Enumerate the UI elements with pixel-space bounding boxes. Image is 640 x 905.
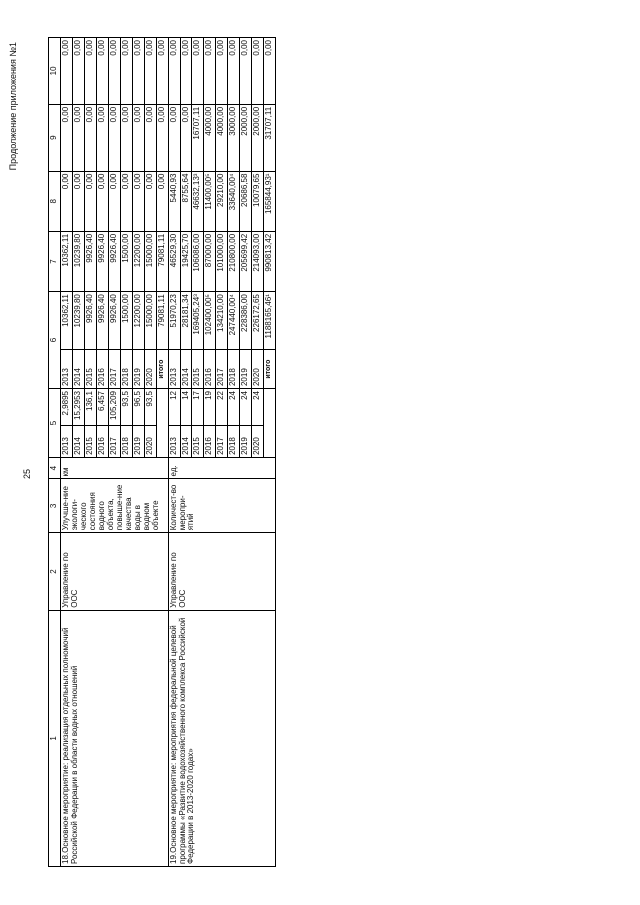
col-header: 1: [49, 610, 61, 866]
unit: км: [61, 457, 169, 479]
funding-col7: 10239,80: [72, 231, 84, 291]
indicator-year: 2016: [96, 425, 108, 457]
col-header: 6: [49, 292, 61, 389]
indicator-year: 2014: [72, 425, 84, 457]
funding-col8: 46632,13³: [192, 171, 204, 231]
funding-col8: 0,00: [84, 171, 96, 231]
col-header: 9: [49, 104, 61, 171]
funding-total: 15000,00: [144, 292, 156, 350]
indicator-year: 2015: [192, 425, 204, 457]
funding-year: 2017: [108, 350, 120, 389]
total-col10: 0,00: [156, 38, 168, 105]
funding-year: 2014: [72, 350, 84, 389]
indicator-year: 2014: [180, 425, 192, 457]
funding-col7: 10362,11: [61, 231, 73, 291]
empty-cell: [264, 389, 276, 458]
funding-col9: 0,00: [61, 104, 73, 171]
funding-col8: 0,00: [96, 171, 108, 231]
indicator-year: 2017: [216, 425, 228, 457]
col-header: 10: [49, 38, 61, 105]
funding-col7: 9926,40: [84, 231, 96, 291]
indicator-value: 24: [240, 389, 252, 426]
funding-total: 28181,34: [180, 292, 192, 350]
indicator-value: 24: [228, 389, 240, 426]
funding-year: 2015: [84, 350, 96, 389]
funding-col9: 0,00: [132, 104, 144, 171]
col-header: 3: [49, 479, 61, 533]
funding-total: 9926,40: [108, 292, 120, 350]
indicator-value: 136,1: [84, 389, 96, 426]
indicator-value: 14: [180, 389, 192, 426]
indicator-value: 93,5: [144, 389, 156, 426]
total-col7: 79081,11: [156, 231, 168, 291]
table-row: [61, 38, 73, 867]
funding-col9: 0,00: [108, 104, 120, 171]
indicator-value: 17: [192, 389, 204, 426]
total-col8: 165844,93¹: [264, 171, 276, 231]
indicator-year: 2018: [228, 425, 240, 457]
funding-col10: 0,00: [228, 38, 240, 105]
funding-year: 2017: [216, 350, 228, 389]
total-col9: 31707,11: [264, 104, 276, 171]
indicator-value: 19: [204, 389, 216, 426]
funding-col9: 0,00: [144, 104, 156, 171]
total-col6: 1188165,46¹: [264, 292, 276, 350]
total-label: итого: [264, 350, 276, 389]
indicator: Количест-во меропри-ятий: [168, 479, 276, 533]
funding-col10: 0,00: [216, 38, 228, 105]
funding-col7: 101000,00: [216, 231, 228, 291]
funding-col9: 4000,00: [204, 104, 216, 171]
funding-col10: 0,00: [108, 38, 120, 105]
funding-col9: 0,00: [96, 104, 108, 171]
indicator-value: 22: [216, 389, 228, 426]
col-header: 8: [49, 171, 61, 231]
funding-col10: 0,00: [132, 38, 144, 105]
funding-col10: 0,00: [180, 38, 192, 105]
program-table: [48, 37, 276, 867]
funding-year: 2016: [204, 350, 216, 389]
funding-total: 10239,80: [72, 292, 84, 350]
indicator-value: 96,5: [132, 389, 144, 426]
col-header: 2: [49, 533, 61, 611]
activity-name: 18.Основное мероприятие: реализация отдельных полномочий Российской Федерации в области водных отношений: [61, 610, 169, 866]
funding-year: 2019: [240, 350, 252, 389]
column-number-row: [49, 38, 61, 867]
funding-col8: 29210,00: [216, 171, 228, 231]
funding-total: 9926,40: [84, 292, 96, 350]
funding-col7: 15000,00: [144, 231, 156, 291]
executor: Управление по ООС: [168, 533, 276, 611]
indicator-year: 2016: [204, 425, 216, 457]
indicator-value: 93,5: [120, 389, 132, 426]
funding-year: 2020: [144, 350, 156, 389]
funding-col9: 2000,00: [240, 104, 252, 171]
funding-year: 2016: [96, 350, 108, 389]
funding-col7: 9926,40: [108, 231, 120, 291]
funding-col7: 87000,00: [204, 231, 216, 291]
funding-year: 2020: [252, 350, 264, 389]
funding-col8: 8755,64: [180, 171, 192, 231]
funding-col9: 0,00: [180, 104, 192, 171]
table-row: [168, 38, 180, 867]
funding-year: 2013: [61, 350, 73, 389]
continuation-note: Продолжение приложения №1: [8, 42, 18, 171]
funding-col8: 33640,00⁴: [228, 171, 240, 231]
funding-total: 9926,40: [96, 292, 108, 350]
col-header: 7: [49, 231, 61, 291]
page-number: 25: [22, 468, 32, 479]
total-col7: 990813,42: [264, 231, 276, 291]
funding-col9: 0,00: [168, 104, 180, 171]
funding-col10: 0,00: [96, 38, 108, 105]
funding-year: 2018: [228, 350, 240, 389]
funding-col8: 10079,65: [252, 171, 264, 231]
funding-col7: 210800,00: [228, 231, 240, 291]
funding-col10: 0,00: [72, 38, 84, 105]
funding-col8: 11400,00⁵: [204, 171, 216, 231]
funding-col8: 0,00: [108, 171, 120, 231]
funding-year: 2013: [168, 350, 180, 389]
funding-col9: 16707,11: [192, 104, 204, 171]
indicator-value: 6,457: [96, 389, 108, 426]
funding-total: 102400,00⁵: [204, 292, 216, 350]
indicator-year: 2019: [132, 425, 144, 457]
funding-total: 228386,00: [240, 292, 252, 350]
funding-col10: 0,00: [84, 38, 96, 105]
indicator-value: 12: [168, 389, 180, 426]
indicator-value: 15,2953: [72, 389, 84, 426]
funding-col8: 0,00: [120, 171, 132, 231]
funding-col8: 0,00: [132, 171, 144, 231]
col-header: 4: [49, 457, 61, 479]
funding-total: 134210,00: [216, 292, 228, 350]
funding-col9: 0,00: [72, 104, 84, 171]
funding-col8: 5440,93: [168, 171, 180, 231]
col-header: 5: [49, 389, 61, 458]
funding-col10: 0,00: [192, 38, 204, 105]
executor: Управление по ООС: [61, 533, 169, 611]
funding-col10: 0,00: [240, 38, 252, 105]
funding-col9: 0,00: [120, 104, 132, 171]
funding-year: 2018: [120, 350, 132, 389]
total-col10: 0,00: [264, 38, 276, 105]
funding-year: 2015: [192, 350, 204, 389]
funding-col7: 9926,40: [96, 231, 108, 291]
funding-col7: 19425,70: [180, 231, 192, 291]
funding-total: 1500,00: [120, 292, 132, 350]
indicator-year: 2015: [84, 425, 96, 457]
indicator-year: 2018: [120, 425, 132, 457]
funding-col8: 0,00: [61, 171, 73, 231]
funding-col8: 20686,58: [240, 171, 252, 231]
empty-cell: [156, 389, 168, 458]
total-col8: 0,00: [156, 171, 168, 231]
funding-total: 51970,23: [168, 292, 180, 350]
total-col6: 79081,11: [156, 292, 168, 350]
funding-total: 12200,00: [132, 292, 144, 350]
unit: ед.: [168, 457, 276, 479]
funding-col9: 2000,00: [252, 104, 264, 171]
activity-name: 19.Основное мероприятие: мероприятия федеральной целевой программы «Развитие водохозяйственного комплекса Российской Федерации в 2013-2020 годах»: [168, 610, 276, 866]
indicator: Улучше-ние экологи-ческого состояния водного объекта, повыше-ние качества воды в водном объекте: [61, 479, 169, 533]
funding-col10: 0,00: [168, 38, 180, 105]
indicator-year: 2019: [240, 425, 252, 457]
funding-col7: 205699,42: [240, 231, 252, 291]
funding-col8: 0,00: [72, 171, 84, 231]
indicator-year: 2020: [252, 425, 264, 457]
table-body: [61, 38, 276, 867]
funding-total: 169405,24³: [192, 292, 204, 350]
funding-total: 226172,65: [252, 292, 264, 350]
funding-total: 247440,00⁴: [228, 292, 240, 350]
indicator-year: 2017: [108, 425, 120, 457]
indicator-year: 2020: [144, 425, 156, 457]
funding-year: 2019: [132, 350, 144, 389]
funding-col10: 0,00: [120, 38, 132, 105]
funding-col10: 0,00: [204, 38, 216, 105]
funding-col8: 0,00: [144, 171, 156, 231]
total-col9: 0,00: [156, 104, 168, 171]
total-label: итого: [156, 350, 168, 389]
funding-col9: 3000,00: [228, 104, 240, 171]
funding-col9: 4000,00: [216, 104, 228, 171]
funding-col10: 0,00: [61, 38, 73, 105]
indicator-value: 24: [252, 389, 264, 426]
funding-col9: 0,00: [84, 104, 96, 171]
funding-year: 2014: [180, 350, 192, 389]
funding-total: 10362,11: [61, 292, 73, 350]
funding-col10: 0,00: [252, 38, 264, 105]
indicator-value: 2,9895: [61, 389, 73, 426]
funding-col7: 214093,00: [252, 231, 264, 291]
indicator-year: 2013: [61, 425, 73, 457]
indicator-value: 105,209: [108, 389, 120, 426]
funding-col10: 0,00: [144, 38, 156, 105]
funding-col7: 46529,30: [168, 231, 180, 291]
funding-col7: 106086,00: [192, 231, 204, 291]
indicator-year: 2013: [168, 425, 180, 457]
funding-col7: 1500,00: [120, 231, 132, 291]
funding-col7: 12200,00: [132, 231, 144, 291]
